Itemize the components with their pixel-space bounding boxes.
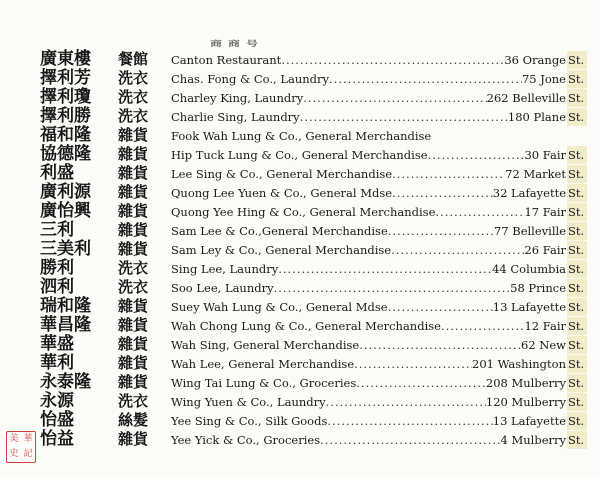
listing-entry bbox=[0, 202, 600, 221]
chinese-business-type: 洗衣 bbox=[118, 107, 149, 125]
chinese-business-type: 雜貨 bbox=[118, 145, 149, 163]
street-address: 201 Washington bbox=[472, 357, 566, 371]
chinese-business-type: 雜貨 bbox=[118, 373, 149, 391]
english-business-name: Sam Lee & Co.,General Merchandise bbox=[171, 224, 388, 238]
street-address: 32 Lafayette bbox=[492, 186, 566, 200]
chinese-business-type: 洗衣 bbox=[118, 259, 149, 277]
english-business-name: Charlie Sing, Laundry bbox=[171, 110, 300, 124]
street-suffix: St. bbox=[567, 70, 587, 88]
listing-entry bbox=[0, 335, 600, 354]
street-suffix: St. bbox=[567, 317, 587, 335]
street-address: 4 Mulberry bbox=[500, 433, 566, 447]
chinese-business-name: 勝利 bbox=[40, 258, 74, 278]
english-entry-line bbox=[171, 412, 566, 430]
leader-dots bbox=[391, 241, 524, 259]
street-address: 13 Lafayette bbox=[492, 414, 566, 428]
english-business-name: Wing Tai Lung & Co., Groceries bbox=[171, 376, 357, 390]
chinese-business-name: 利盛 bbox=[40, 163, 74, 183]
chinese-business-type: 絲髮 bbox=[118, 411, 149, 429]
english-entry-line bbox=[171, 51, 566, 69]
street-suffix: St. bbox=[567, 336, 587, 354]
chinese-business-name: 擇利勝 bbox=[40, 106, 91, 126]
english-entry-line bbox=[171, 260, 566, 278]
english-business-name: Chas. Fong & Co., Laundry bbox=[171, 72, 330, 86]
chinese-business-type: 雜貨 bbox=[118, 430, 149, 448]
english-business-name: Yee Sing & Co., Silk Goods bbox=[171, 414, 328, 428]
chinese-business-type: 洗衣 bbox=[118, 69, 149, 87]
chinese-business-type: 洗衣 bbox=[118, 278, 149, 296]
leader-dots bbox=[354, 355, 472, 373]
english-entry-line bbox=[171, 222, 566, 240]
english-business-name: Canton Restaurant bbox=[171, 53, 282, 67]
chinese-business-type: 雜貨 bbox=[118, 240, 149, 258]
english-entry-line bbox=[171, 203, 566, 221]
leader-dots bbox=[441, 317, 525, 335]
english-entry-line bbox=[171, 298, 566, 316]
street-suffix: St. bbox=[567, 203, 587, 221]
cropped-heading: 商商号 bbox=[210, 39, 265, 48]
english-entry-line bbox=[171, 108, 566, 126]
leader-dots bbox=[392, 165, 505, 183]
street-suffix: St. bbox=[567, 431, 587, 449]
street-suffix: St. bbox=[567, 298, 587, 316]
english-business-name: Fook Wah Lung & Co., General Merchandise bbox=[171, 129, 432, 143]
english-business-name: Wah Chong Lung & Co., General Merchandise bbox=[171, 319, 441, 333]
chinese-business-name: 三利 bbox=[40, 220, 74, 240]
listing-entry bbox=[0, 221, 600, 240]
chinese-business-type: 雜貨 bbox=[118, 354, 149, 372]
listing-entry bbox=[0, 145, 600, 164]
chinese-business-name: 瑞和隆 bbox=[40, 296, 91, 316]
english-business-name: Wah Lee, General Merchandise bbox=[171, 357, 355, 371]
street-suffix: St. bbox=[567, 184, 587, 202]
english-business-name: Lee Sing & Co., General Merchandise bbox=[171, 167, 393, 181]
street-address: 58 Prince bbox=[510, 281, 566, 295]
english-entry-line bbox=[171, 89, 566, 107]
leader-dots bbox=[435, 203, 524, 221]
street-suffix: St. bbox=[567, 279, 587, 297]
street-suffix: St. bbox=[567, 241, 587, 259]
leader-dots bbox=[278, 260, 492, 278]
english-entry-line bbox=[171, 70, 566, 88]
english-entry-line bbox=[171, 279, 566, 297]
listing-entry bbox=[0, 183, 600, 202]
street-address: 208 Mulberry bbox=[485, 376, 566, 390]
street-address: 30 Fair bbox=[524, 148, 566, 162]
chinese-business-name: 華昌隆 bbox=[40, 315, 91, 335]
english-entry-line bbox=[171, 317, 566, 335]
english-business-name: Quong Yee Hing & Co., General Merchandise bbox=[171, 205, 436, 219]
red-seal-stamp bbox=[6, 431, 36, 463]
chinese-business-type: 雜貨 bbox=[118, 335, 149, 353]
english-entry-line bbox=[171, 393, 566, 411]
listing-entry bbox=[0, 259, 600, 278]
street-suffix: St. bbox=[567, 393, 587, 411]
chinese-business-type: 雜貨 bbox=[118, 126, 149, 144]
leader-dots bbox=[329, 70, 522, 88]
chinese-business-type: 餐館 bbox=[118, 50, 149, 68]
chinese-business-name: 華盛 bbox=[40, 334, 74, 354]
street-suffix: St. bbox=[567, 412, 587, 430]
english-entry-line bbox=[171, 184, 566, 202]
chinese-business-name: 廣東樓 bbox=[40, 49, 91, 69]
street-suffix: St. bbox=[567, 260, 587, 278]
seal-character: 史 bbox=[9, 449, 19, 459]
english-business-name: Hip Tuck Lung & Co., General Merchandise bbox=[171, 148, 428, 162]
street-address: 77 Belleville bbox=[493, 224, 566, 238]
english-entry-line bbox=[171, 241, 566, 259]
street-suffix: St. bbox=[567, 165, 587, 183]
listing-entry bbox=[0, 411, 600, 430]
street-suffix: St. bbox=[567, 89, 587, 107]
english-business-name: Sing Lee, Laundry bbox=[171, 262, 279, 276]
chinese-business-name: 廣利源 bbox=[40, 182, 91, 202]
leader-dots bbox=[327, 412, 492, 430]
chinese-business-type: 雜貨 bbox=[118, 202, 149, 220]
english-business-name: Soo Lee, Laundry bbox=[171, 281, 274, 295]
listing-entry bbox=[0, 430, 600, 449]
listing-entry bbox=[0, 278, 600, 297]
street-suffix: St. bbox=[567, 51, 587, 69]
english-entry-line bbox=[171, 431, 566, 449]
leader-dots bbox=[392, 184, 493, 202]
leader-dots bbox=[320, 431, 500, 449]
listing-entry bbox=[0, 126, 600, 145]
listing-entry bbox=[0, 164, 600, 183]
chinese-business-name: 永泰隆 bbox=[40, 372, 91, 392]
street-suffix: St. bbox=[567, 222, 587, 240]
listing-entry bbox=[0, 240, 600, 259]
leader-dots bbox=[388, 298, 493, 316]
english-business-name: Charley King, Laundry bbox=[171, 91, 304, 105]
street-address: 26 Fair bbox=[524, 243, 566, 257]
leader-dots bbox=[326, 393, 486, 411]
street-address: 180 Plane bbox=[507, 110, 566, 124]
leader-dots bbox=[300, 108, 508, 126]
chinese-business-type: 雜貨 bbox=[118, 297, 149, 315]
street-suffix: St. bbox=[567, 108, 587, 126]
street-address: 75 Jone bbox=[521, 72, 566, 86]
street-suffix: St. bbox=[567, 146, 587, 164]
chinese-business-name: 華利 bbox=[40, 353, 74, 373]
street-suffix: St. bbox=[567, 374, 587, 392]
chinese-business-name: 泗利 bbox=[40, 277, 74, 297]
chinese-business-name: 福和隆 bbox=[40, 125, 91, 145]
listing-entry bbox=[0, 373, 600, 392]
chinese-business-name: 怡益 bbox=[40, 429, 74, 449]
listing-entry bbox=[0, 107, 600, 126]
english-business-name: Suey Wah Lung & Co., General Mdse bbox=[171, 300, 388, 314]
leader-dots bbox=[281, 51, 504, 69]
listing-entry bbox=[0, 88, 600, 107]
english-entry-line bbox=[171, 165, 566, 183]
leader-dots bbox=[356, 374, 486, 392]
chinese-business-type: 雜貨 bbox=[118, 316, 149, 334]
leader-dots bbox=[274, 279, 511, 297]
street-address: 44 Columbia bbox=[492, 262, 566, 276]
chinese-business-type: 洗衣 bbox=[118, 392, 149, 410]
listing-entry bbox=[0, 50, 600, 69]
chinese-business-type: 雜貨 bbox=[118, 221, 149, 239]
seal-character: 記 bbox=[23, 449, 33, 459]
english-entry-line bbox=[171, 146, 566, 164]
chinese-business-name: 怡盛 bbox=[40, 410, 74, 430]
english-business-name: Quong Lee Yuen & Co., General Mdse bbox=[171, 186, 393, 200]
english-entry-line bbox=[171, 127, 566, 145]
street-address: 120 Mulberry bbox=[485, 395, 566, 409]
chinese-business-type: 洗衣 bbox=[118, 88, 149, 106]
leader-dots bbox=[359, 336, 521, 354]
english-business-name: Yee Yick & Co., Groceries bbox=[171, 433, 321, 447]
listing-entry bbox=[0, 297, 600, 316]
street-address: 62 New bbox=[520, 338, 566, 352]
leader-dots bbox=[428, 146, 525, 164]
street-address: 17 Fair bbox=[524, 205, 566, 219]
english-business-name: Sam Ley & Co., General Merchandise bbox=[171, 243, 392, 257]
street-address: 12 Fair bbox=[524, 319, 566, 333]
seal-character: 美 bbox=[9, 434, 19, 444]
chinese-business-name: 協德隆 bbox=[40, 144, 91, 164]
street-address: 36 Orange bbox=[504, 53, 566, 67]
chinese-business-name: 三美利 bbox=[40, 239, 91, 259]
chinese-business-name: 廣怡興 bbox=[40, 201, 91, 221]
chinese-business-name: 擇利瓊 bbox=[40, 87, 91, 107]
street-suffix: St. bbox=[567, 355, 587, 373]
street-address: 13 Lafayette bbox=[492, 300, 566, 314]
listing-entry bbox=[0, 392, 600, 411]
chinese-business-type: 雜貨 bbox=[118, 164, 149, 182]
english-entry-line bbox=[171, 374, 566, 392]
chinese-business-name: 永源 bbox=[40, 391, 74, 411]
english-entry-line bbox=[171, 355, 566, 373]
chinese-business-name: 擇利芳 bbox=[40, 68, 91, 88]
listing-entry bbox=[0, 354, 600, 373]
leader-dots bbox=[388, 222, 494, 240]
listing-entry bbox=[0, 69, 600, 88]
english-entry-line bbox=[171, 336, 566, 354]
english-business-name: Wah Sing, General Merchandise bbox=[171, 338, 360, 352]
listing-entry bbox=[0, 316, 600, 335]
seal-character: 華 bbox=[23, 434, 33, 444]
chinese-business-type: 雜貨 bbox=[118, 183, 149, 201]
street-address: 72 Market bbox=[505, 167, 566, 181]
english-business-name: Wing Yuen & Co., Laundry bbox=[171, 395, 326, 409]
leader-dots bbox=[303, 89, 486, 107]
street-address: 262 Belleville bbox=[486, 91, 566, 105]
